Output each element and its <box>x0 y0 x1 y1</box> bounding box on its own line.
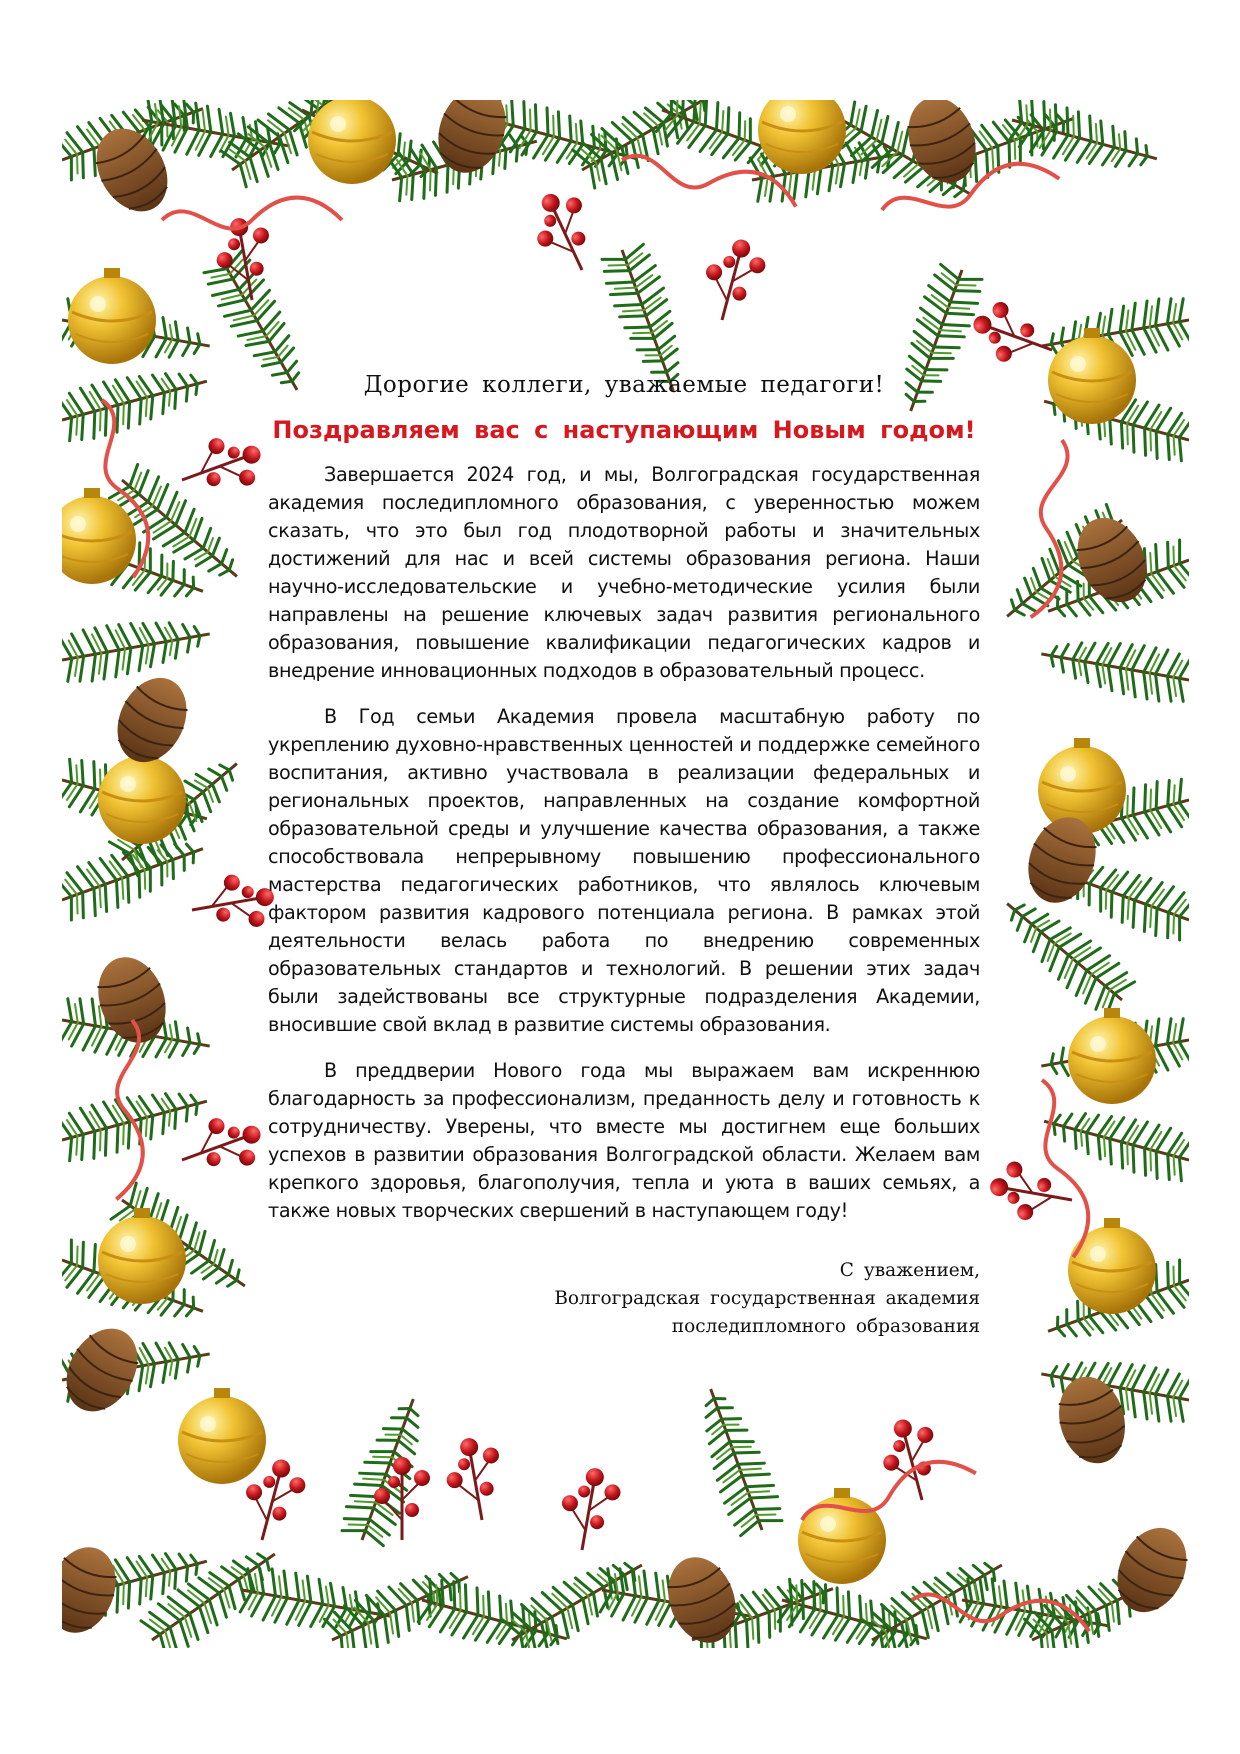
letter-body <box>268 372 980 1341</box>
right-garland <box>964 294 1189 1470</box>
letter-paragraph: В Год семьи Академия провела масштабную работу по укреплению духовно-нравственных ценностей и поддержке семейного воспитания, активно участвовала в реализации федеральных и региональных проектов, направленных на создание комфортной образовательной среды и улучшение качества образования, а также способствовала непрерывному повышению профессионального мастерства педагогических работников, что являлось ключевым фактором развития кадрового потенциала региона. В рамках этой деятельности велась работа по внедрению современных образовательных стандартов и технологий. В решении этих задач были задействованы все структурные подразделения Академии, вносившие свой вклад в развитие системы образования. <box>268 705 980 1036</box>
letter-greeting: Дорогие коллеги, уважаемые педагоги! <box>363 372 885 398</box>
signature-line: С уважением, <box>839 1260 980 1281</box>
letter-congratulation-heading: Поздравляем вас с наступающим Новым годом! <box>272 416 976 444</box>
signature-line: Волгоградская государственная академия <box>554 1288 980 1309</box>
bottom-garland <box>62 1380 1189 1648</box>
letter-paragraph: Завершается 2024 год, и мы, Волгоградская государственная академия последипломного образования, с уверенностью можем сказать, что это был год плодотворной работы и значительных достижений для нас и всей системы образования региона. Наши научно-исследовательские и учебно-методические усилия были направлены на решение ключевых задач развития регионального образования, повышение квалификации педагогических кадров и внедрение инновационных подходов в образовательный процесс. <box>268 463 980 682</box>
letter-signature <box>268 1257 980 1341</box>
signature-line: последипломного образования <box>671 1316 980 1337</box>
letter-paragraph: В преддверии Нового года мы выражаем вам искреннюю благодарность за профессионализм, преданность делу и готовность к сотрудничеству. Уверены, что вместе мы достигнем еще больших успехов в развитии образования Волгоградской области. Желаем вам крепкого здоровья, благополучия, тепла и уюта в ваших семьях, а также новых творческих свершений в наступающем году! <box>268 1059 980 1222</box>
left-garland <box>62 268 279 1424</box>
